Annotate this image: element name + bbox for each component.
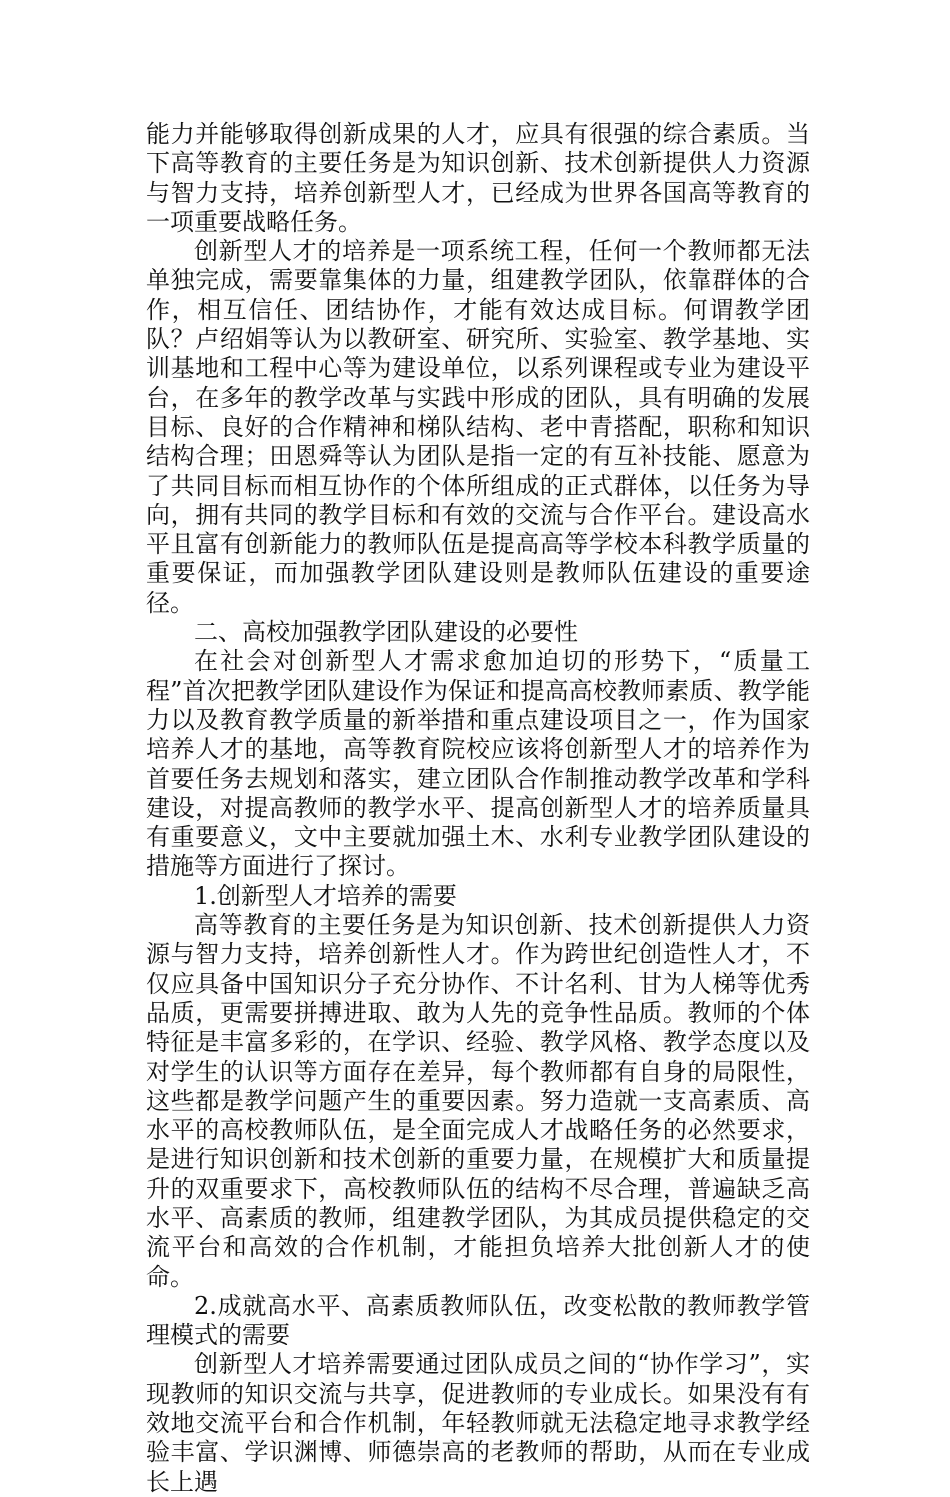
paragraph: 创新型人才的培养是一项系统工程，任何一个教师都无法单独完成，需要靠集体的力量，组建教学团队，依靠群体的合作，相互信任、团结协作，才能有效达成目标。何谓教学团队？卢绍娟等认为以教研室、研究所、实验室、教学基地、实训基地和工程中心等为建设单位，以系列课程或专业为建设平台，在多年的教学改革与实践中形成的团队，具有明确的发展目标、良好的合作精神和梯队结构、老中青搭配，职称和知识结构合理；田恩舜等认为团队是指一定的有互补技能、愿意为了共同目标而相互协作的个体所组成的正式群体，以任务为导向，拥有共同的教学目标和有效的交流与合作平台。建设高水平且富有创新能力的教师队伍是提高高等学校本科教学质量的重要保证，而加强教学团队建设则是教师队伍建设的重要途径。	[146, 237, 810, 617]
subsection-heading: 1.创新型人才培养的需要	[194, 881, 457, 910]
section-heading: 二、高校加强教学团队建设的必要性	[194, 618, 578, 647]
paragraph: 高等教育的主要任务是为知识创新、技术创新提供人力资源与智力支持，培养创新性人才。作为跨世纪创造性人才，不仅应具备中国知识分子充分协作、不计名利、甘为人梯等优秀品质，更需要拼搏进取、敢为人先的竞争性品质。教师的个体特征是丰富多彩的，在学识、经验、教学风格、教学态度以及对学生的认识等方面存在差异，每个教师都有自身的局限性，这些都是教学问题产生的重要因素。努力造就一支高素质、高水平的高校教师队伍，是全面完成人才战略任务的必然要求，是进行知识创新和技术创新的重要力量，在规模扩大和质量提升的双重要求下，高校教师队伍的结构不尽合理，普遍缺乏高水平、高素质的教师，组建教学团队，为其成员提供稳定的交流平台和高效的合作机制，才能担负培养大批创新人才的使命。	[146, 911, 810, 1291]
subsection-heading: 2.成就高水平、高素质教师队伍，改变松散的教师教学管理模式的需要	[146, 1291, 810, 1350]
paragraph: 创新型人才培养需要通过团队成员之间的“协作学习”，实现教师的知识交流与共享，促进教师的专业成长。如果没有有效地交流平台和合作机制，年轻教师就无法稳定地寻求教学经验丰富、学识渊博、师德崇高的老教师的帮助，从而在专业成长上遇	[146, 1350, 810, 1496]
document-body	[146, 120, 810, 1497]
paragraph: 在社会对创新型人才需求愈加迫切的形势下，“质量工程”首次把教学团队建设作为保证和提高高校教师素质、教学能力以及教育教学质量的新举措和重点建设项目之一，作为国家培养人才的基地，高等教育院校应该将创新型人才的培养作为首要任务去规划和落实，建立团队合作制推动教学改革和学科建设，对提高教师的教学水平、提高创新型人才的培养质量具有重要意义，文中主要就加强土木、水利专业教学团队建设的措施等方面进行了探讨。	[146, 647, 810, 881]
paragraph: 能力并能够取得创新成果的人才，应具有很强的综合素质。当下高等教育的主要任务是为知识创新、技术创新提供人力资源与智力支持，培养创新型人才，已经成为世界各国高等教育的一项重要战略任务。	[146, 120, 810, 236]
